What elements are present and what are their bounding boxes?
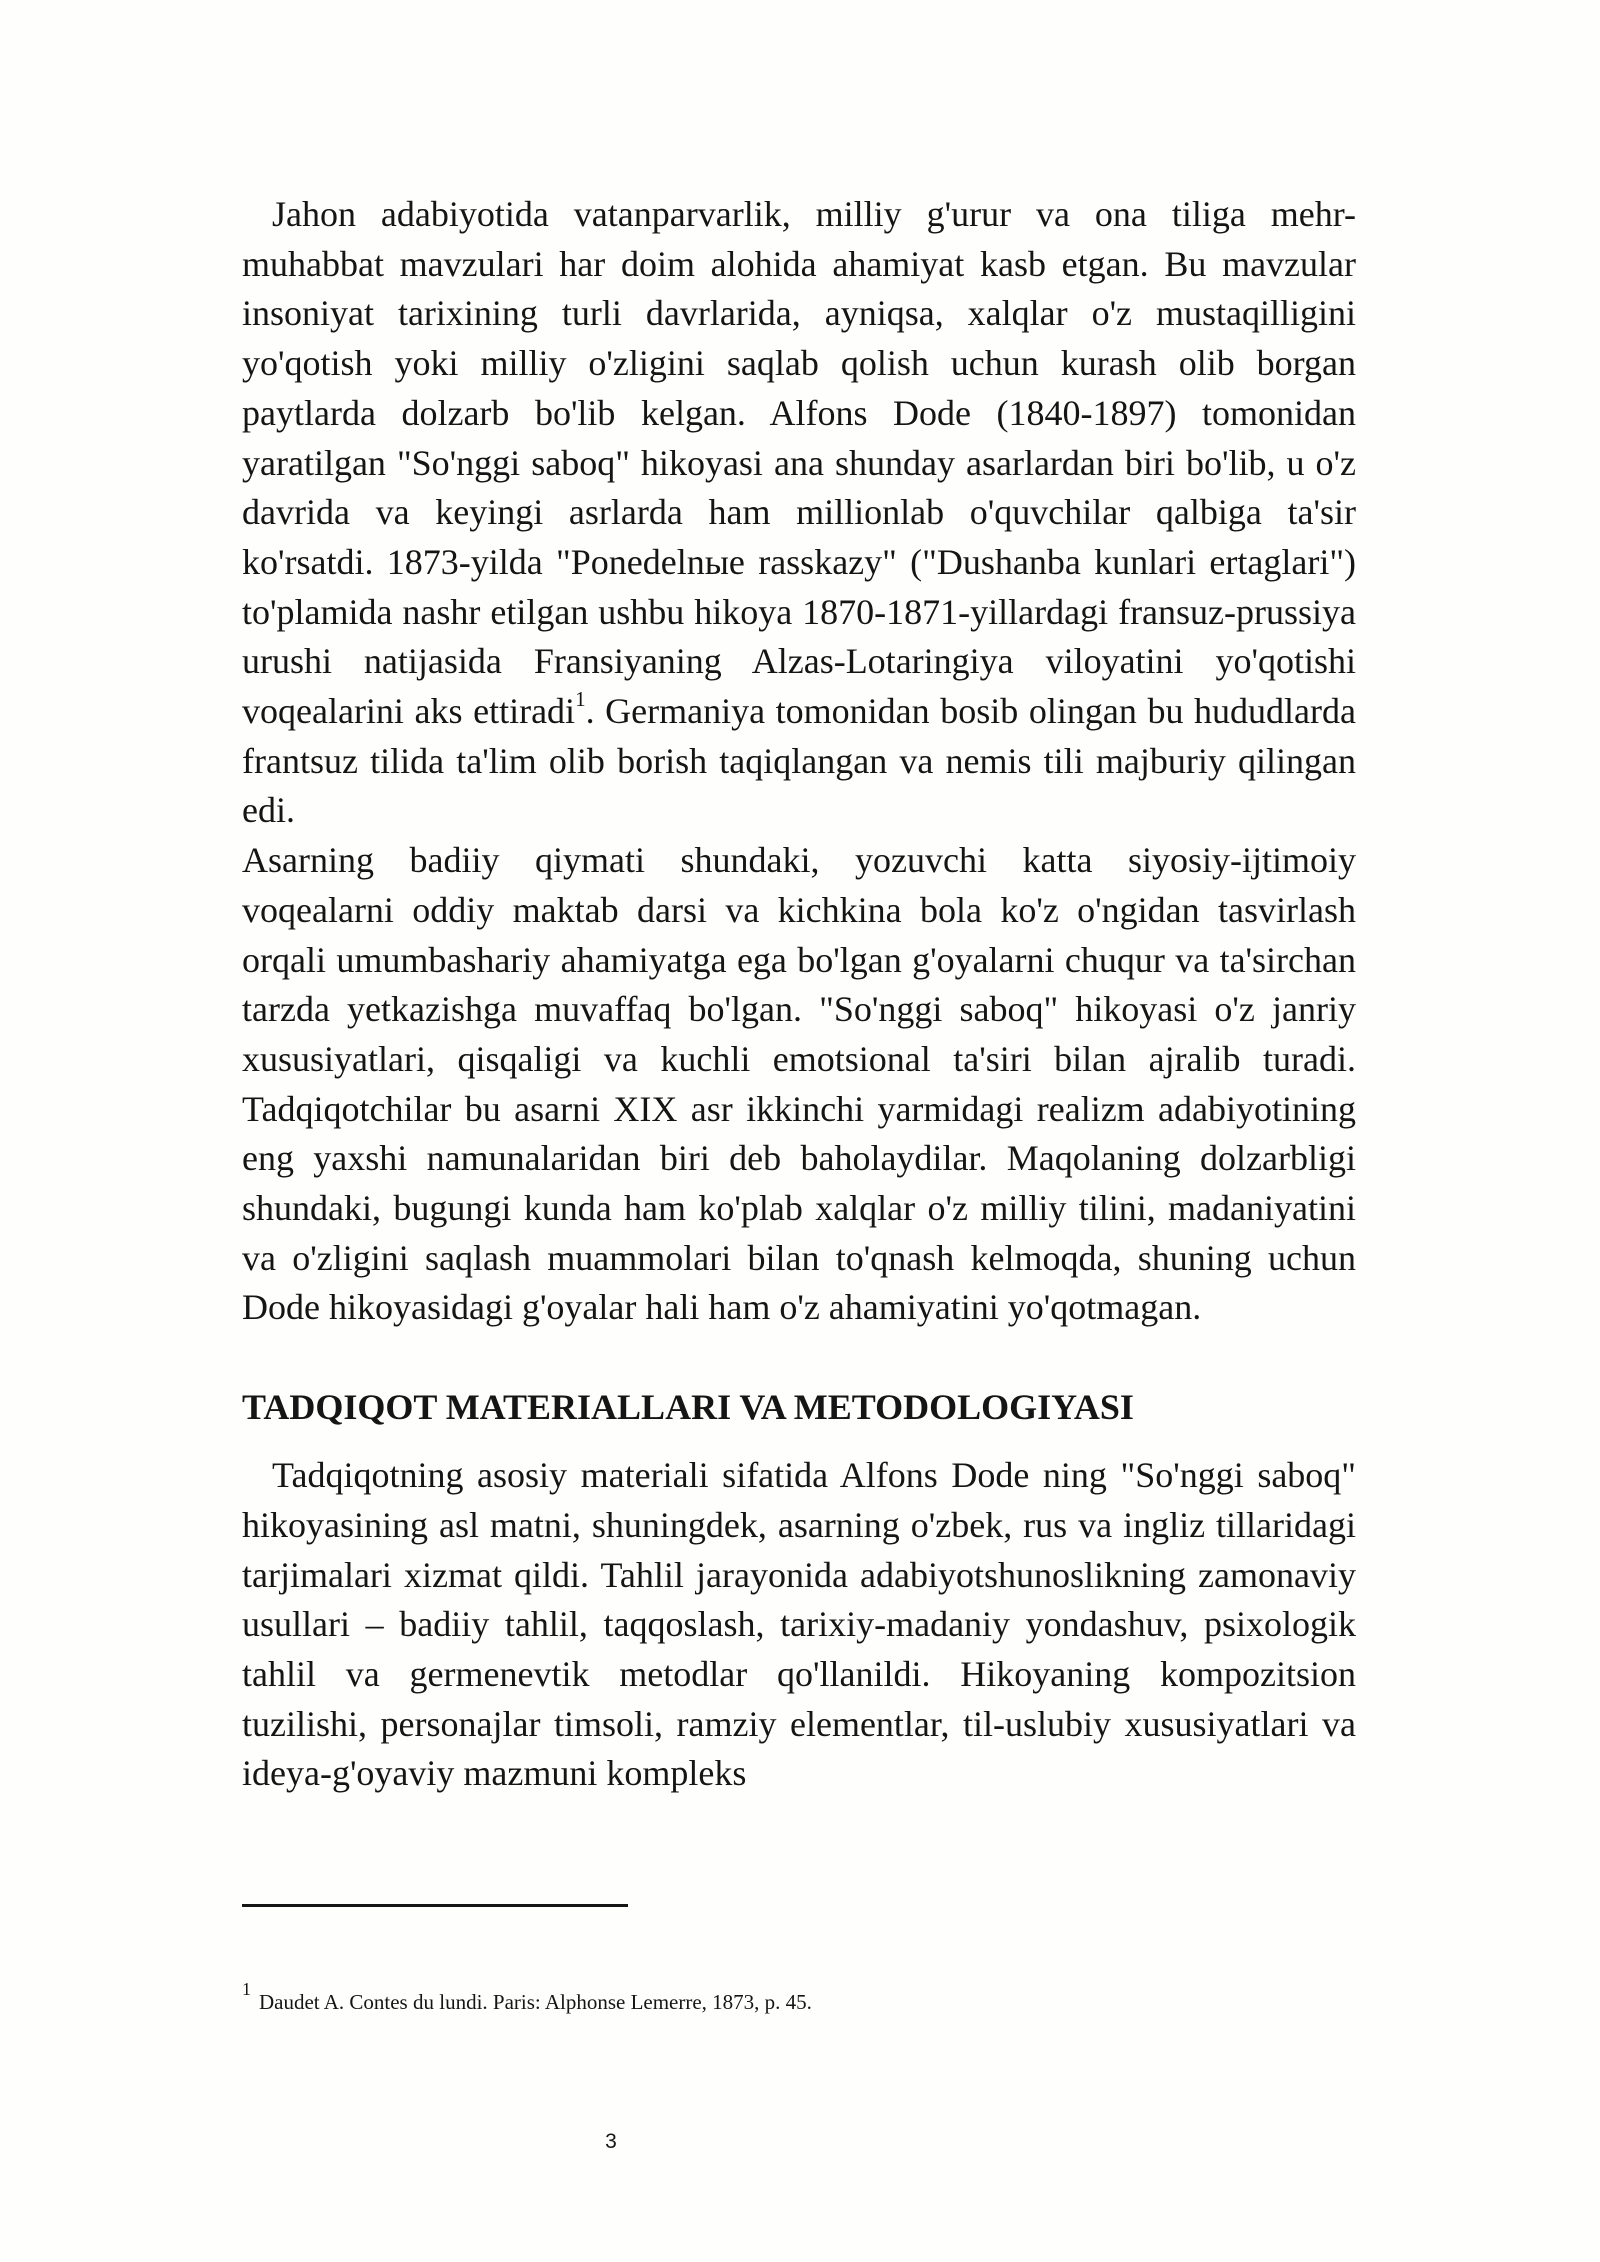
paragraph-introduction-text: Jahon adabiyotida vatanparvarlik, milliy g'urur va ona tiliga mehr-muhabbat mavzulari har doim alohida ahamiyat kasb etgan. Bu mavzular insoniyat tarixining turli davrlarida, ayniqsa, xalqlar o'z mustaqilligini yo'qotish yoki milliy o'zligini saqlab qolish uchun kurash olib borgan paytlarda dolzarb bo'lib kelgan. Alfons Dode (1840-1897) tomonidan yaratilgan "So'nggi saboq" hikoyasi ana shunday asarlardan biri bo'lib, u o'z davrida va keyingi asrlarda ham millionlab o'quvchilar qalbiga ta'sir ko'rsatdi. 1873-yilda "Ponedelnые rasskazy" ("Dushanba kunlari ertaglari") to'plamida nashr etilgan ushbu hikoya 1870-1871-yillardagi fransuz-prussiya urushi natijasida Fransiyaning Alzas-Lotaringiya viloyatini yo'qotishi voqealarini aks ettiradi [242, 194, 1356, 732]
footnote-reference[interactable]: 1 [575, 687, 586, 712]
paragraph-artistic-value: Asarning badiiy qiymati shundaki, yozuvchi katta siyosiy-ijtimoiy voqealarni oddiy maktab darsi va kichkina bola ko'z o'ngidan tasvirlash orqali umumbashariy ahamiyatga ega bo'lgan g'oyalarni chuqur va ta'sirchan tarzda yetkazishga muvaffaq bo'lgan. "So'nggi saboq" hikoyasi o'z janriy xususiyatlari, qisqaligi va kuchli emotsional ta'siri bilan ajralib turadi. Tadqiqotchilar bu asarni XIX asr ikkinchi yarmidagi realizm adabiyotining eng yaxshi namunalaridan biri deb baholaydilar. Maqolaning dolzarbligi shundaki, bugungi kunda ham ko'plab xalqlar o'z milliy tilini, madaniyatini va o'zligini saqlash muammolari bilan to'qnash kelmoqda, shuning uchun Dode hikoyasidagi g'oyalar hali ham o'z ahamiyatini yo'qotmagan. [242, 840, 1356, 1328]
footnote-number: 1 [242, 1979, 251, 1999]
footnote [242, 1980, 812, 2017]
document-body [242, 190, 1356, 1799]
paragraph-introduction [242, 190, 1356, 836]
footnote-text: Daudet A. Contes du lundi. Paris: Alphonse Lemerre, 1873, p. 45. [259, 1990, 812, 2014]
paragraph-methodology: Tadqiqotning asosiy materiali sifatida Alfons Dode ning "So'nggi saboq" hikoyasining asl matni, shuningdek, asarning o'zbek, rus va ingliz tillaridagi tarjimalari xizmat qildi. Tahlil jarayonida adabiyotshunoslikning zamonaviy usullari – badiiy tahlil, taqqoslash, tarixiy-madaniy yondashuv, psixologik tahlil va germenevtik metodlar qo'llanildi. Hikoyaning kompozitsion tuzilishi, personajlar timsoli, ramziy elementlar, til-uslubiy xususiyatlari va ideya-g'oyaviy mazmuni kompleks [242, 1455, 1356, 1794]
footnote-divider [242, 1904, 628, 1907]
paragraph-introduction-text-continued: . Germaniya tomonidan bosib olingan bu hududlarda frantsuz tilida ta'lim olib borish taqiqlangan va nemis tili majburiy qilingan edi. [242, 691, 1356, 831]
page-number: 3 [605, 2130, 617, 2153]
section-heading: TADQIQOT MATERIALLARI VA METODOLOGIYASI [242, 1387, 1134, 1428]
